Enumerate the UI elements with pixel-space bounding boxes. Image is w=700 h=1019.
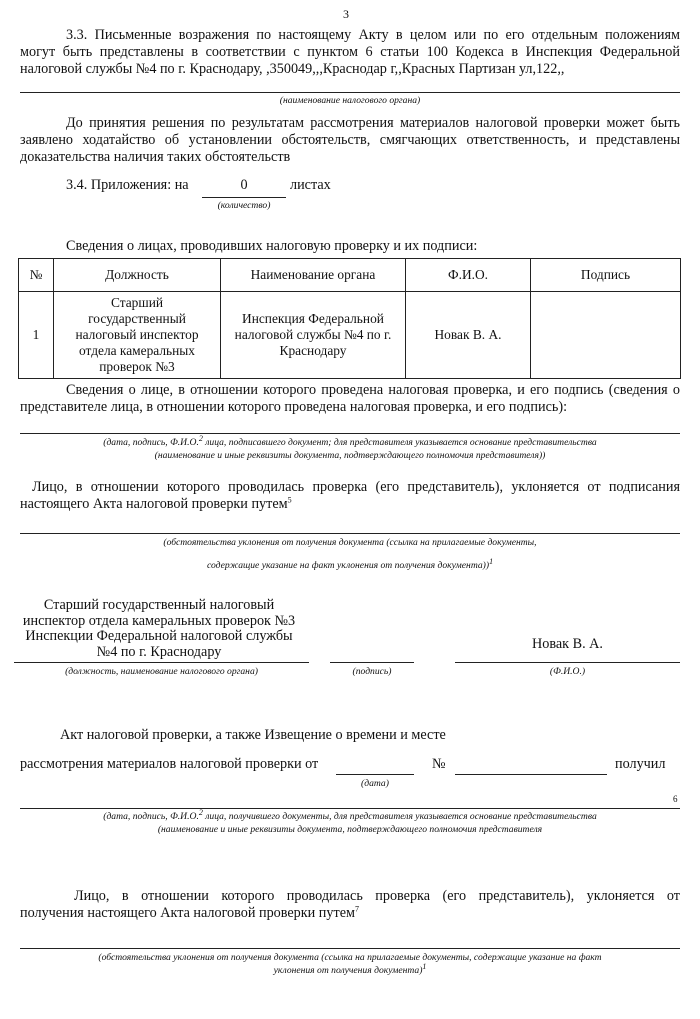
attachments-count-line — [202, 197, 286, 198]
petition-line-1: До принятия решения по результатам рассмотрения материалов налоговой проверки может быть — [66, 115, 680, 131]
caption-text: уклонения от получения документа) — [273, 965, 423, 976]
evasion2-line — [20, 948, 680, 949]
inspector-position-line: Старший государственный налоговый — [43, 597, 275, 613]
caption-text: содержащие указание на факт уклонения от получения документа)) — [206, 560, 490, 571]
inspector-position — [14, 598, 304, 660]
receipt-number-line — [455, 774, 607, 775]
receipt-date-caption: (дата) — [361, 778, 389, 789]
staff-table-header — [19, 259, 681, 292]
footnote-mark: 2 — [198, 807, 203, 817]
caption-text: (дата, подпись, Ф.И.О. — [103, 437, 199, 448]
receipt-line-1-rule — [460, 744, 680, 745]
inspector-fio-line — [455, 662, 680, 663]
row-position — [54, 292, 221, 379]
attachments-caption: (количество) — [217, 200, 271, 211]
attachments-count: 0 — [240, 177, 248, 193]
col-fio: Ф.И.О. — [406, 259, 531, 292]
caption-text: лица, подписавшего документ; для представителя указывается основание представительства — [202, 437, 597, 448]
position-line: проверок №3 — [99, 359, 175, 374]
attachments-label: 3.4. Приложения: на — [66, 177, 189, 193]
inspector-position-line: №4 по г. Краснодару — [96, 643, 222, 660]
caption-text: (дата, подпись, Ф.И.О. — [103, 811, 199, 822]
table-row — [19, 292, 681, 379]
receipt-caption-1 — [20, 807, 680, 823]
inspector-position-line: Инспекции Федеральной налоговой службы — [25, 628, 293, 644]
evasion2-text: получения настоящего Акта налоговой проверки путем — [20, 905, 355, 921]
caption-text: лица, получившего документы, для представителя указывается основание представительства — [202, 811, 597, 822]
row-organ — [221, 292, 406, 379]
receipt-footnote-mark: 6 — [673, 794, 678, 804]
receipt-caption-2: (наименование и иные реквизиты документа, подтверждающего полномочия представителя — [157, 824, 543, 835]
evasion1-caption-1: (обстоятельства уклонения от получения документа (ссылка на прилагаемые документы, — [163, 537, 537, 548]
evasion1-line-2 — [20, 496, 292, 513]
col-number: № — [19, 259, 54, 292]
receipt-date-line — [336, 774, 414, 775]
inspector-signature-caption: (подпись) — [352, 666, 392, 677]
evasion2-caption-2 — [20, 961, 680, 977]
inspector-fio: Новак В. А. — [532, 636, 603, 652]
evasion1-caption-2 — [20, 556, 680, 572]
receipt-number-sign: № — [432, 756, 446, 772]
position-line: налоговый инспектор — [75, 327, 199, 342]
organ-line: Инспекция Федеральной — [242, 311, 384, 326]
footnote-mark: 1 — [422, 961, 427, 971]
receipt-line-1: Акт налоговой проверки, а также Извещение о времени и месте — [60, 727, 446, 743]
row-fio: Новак В. А. — [406, 292, 531, 379]
subject-line-2: представителе лица, в отношении которого проведена налоговая проверка, и его подпись): — [20, 399, 568, 415]
evasion2-line-2 — [20, 905, 359, 922]
inspector-position-line: инспектор отдела камеральных проверок №3 — [22, 612, 296, 629]
row-number: 1 — [19, 292, 54, 379]
section-3-3-line-2: могут быть представлены в соответствии с пунктом 6 статьи 100 Кодекса в Инспекция Федеральной — [20, 44, 680, 60]
inspector-signature-line — [330, 662, 414, 663]
page-number: 3 — [343, 7, 349, 21]
receipt-received: получил — [615, 756, 666, 772]
col-position: Должность — [54, 259, 221, 292]
inspector-position-caption: (должность, наименование налогового органа) — [65, 666, 258, 677]
organ-line: Краснодару — [279, 343, 347, 358]
petition-line-3: доказательства наличия таких обстоятельств — [20, 149, 291, 165]
footnote-mark: 5 — [287, 495, 292, 505]
organ-line: налоговой службы №4 по г. — [234, 327, 392, 342]
inspector-position-line-rule — [14, 662, 309, 663]
tax-authority-name: налоговой службы №4 по г. Краснодару, ,350049,,,Краснодар г,,Красных Партизан ул,122,, — [20, 61, 565, 77]
col-organ: Наименование органа — [221, 259, 406, 292]
evasion1-line — [20, 533, 680, 534]
receipt-sign-line — [20, 808, 680, 809]
receipt-line-2: рассмотрения материалов налоговой проверки от — [20, 756, 319, 772]
section-3-3-line-1: 3.3. Письменные возражения по настоящему Акту в целом или по его отдельным положениям — [66, 27, 680, 43]
staff-heading: Сведения о лицах, проводивших налоговую проверку и их подписи: — [66, 238, 478, 254]
subject-caption-2: (наименование и иные реквизиты документа, подтверждающего полномочия представителя)) — [154, 450, 546, 461]
staff-table — [18, 258, 681, 379]
inspector-fio-caption: (Ф.И.О.) — [549, 666, 586, 677]
position-line: Старший — [110, 295, 164, 310]
position-line: отдела камеральных — [79, 343, 195, 358]
footnote-mark: 7 — [354, 904, 359, 914]
evasion1-text: настоящего Акта налоговой проверки путем — [20, 496, 288, 512]
petition-line-2: заявлено ходатайство об установлении обстоятельств, смягчающих ответственность, и представлены — [20, 132, 680, 148]
footnote-mark: 1 — [489, 556, 494, 566]
tax-authority-line — [20, 92, 680, 93]
tax-authority-caption: (наименование налогового органа) — [279, 95, 421, 106]
evasion1-line-1: Лицо, в отношении которого проводилась проверка (его представитель), уклоняется от подписания — [32, 479, 680, 495]
subject-line-1: Сведения о лице, в отношении которого проведена налоговая проверка, и его подпись (сведения о — [66, 382, 680, 398]
attachments-suffix: листах — [290, 177, 331, 193]
row-signature — [531, 292, 681, 379]
subject-sign-line — [20, 433, 680, 434]
evasion2-caption-1: (обстоятельства уклонения от получения документа (ссылка на прилагаемые документы, содержащие указание на факт — [98, 952, 602, 963]
col-signature: Подпись — [531, 259, 681, 292]
evasion2-line-1: Лицо, в отношении которого проводилась проверка (его представитель), уклоняется от — [74, 888, 680, 904]
footnote-mark: 2 — [198, 433, 203, 443]
position-line: государственный — [88, 311, 186, 326]
subject-caption-1 — [20, 433, 680, 449]
